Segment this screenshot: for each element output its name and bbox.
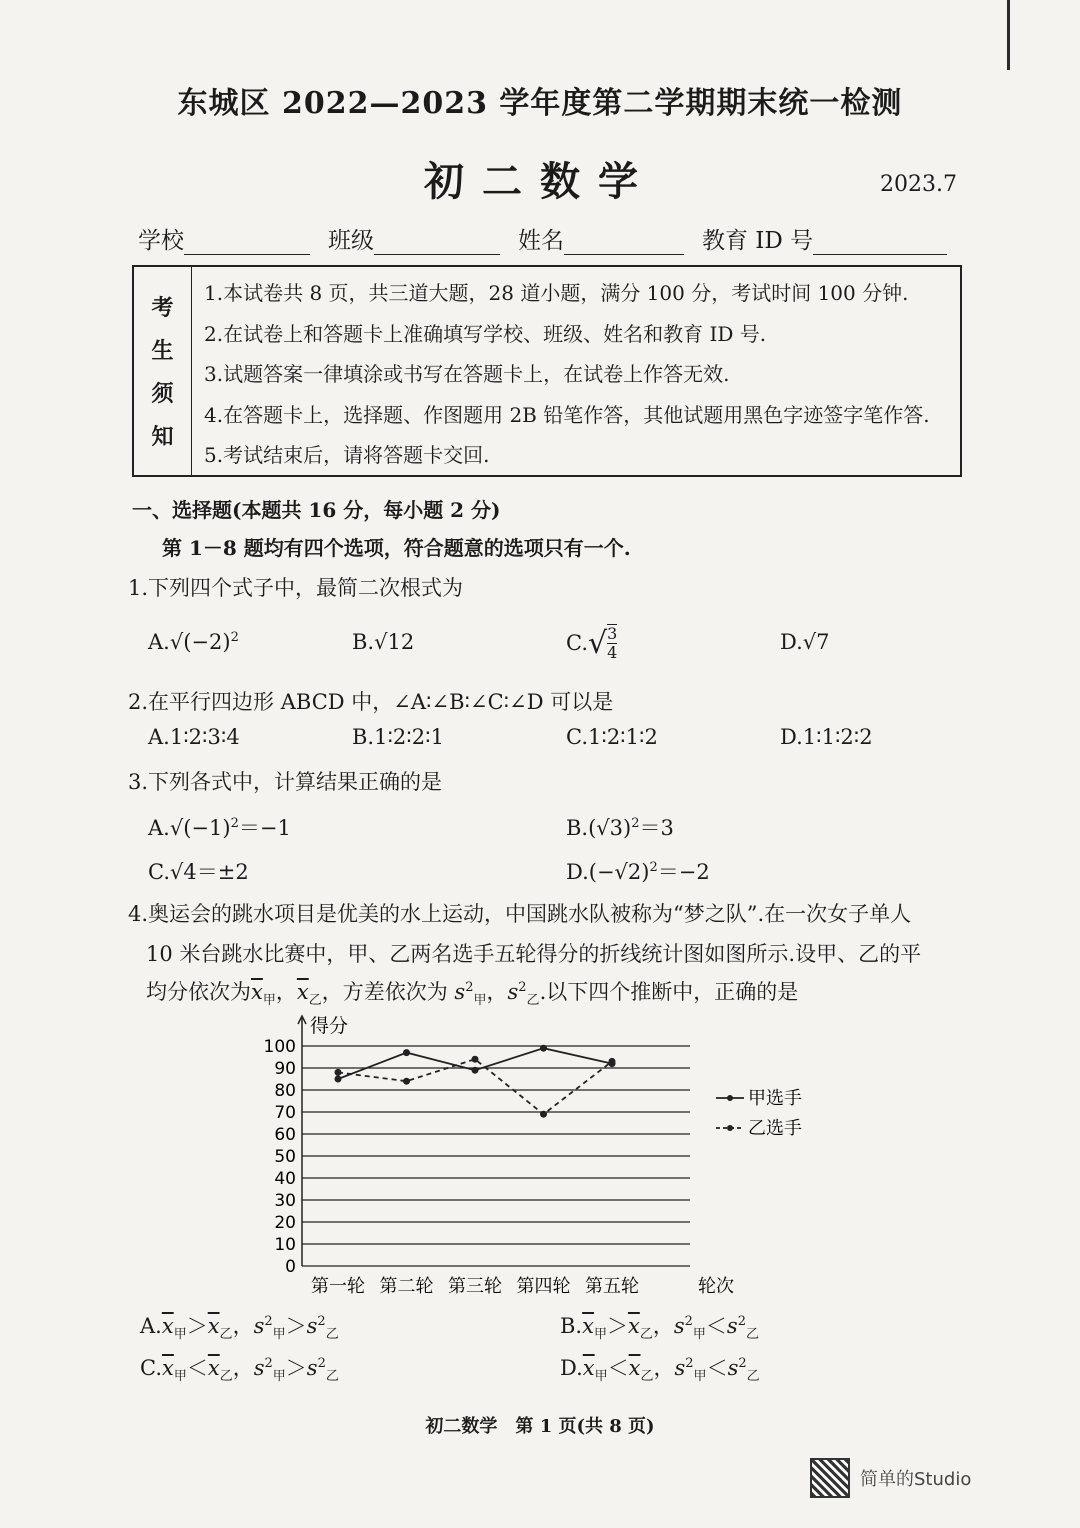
exam-date: 2023.7 [880, 172, 957, 197]
question-1-stem: 1.下列四个式子中，最简二次根式为 [128, 576, 464, 600]
x-axis-label: 轮次 [698, 1276, 734, 1297]
page-footer: 初二数学 第 1 页(共 8 页) [425, 1416, 655, 1437]
q2-option-d[interactable]: D.1∶1∶2∶2 [780, 725, 873, 749]
section-intro: 第 1－8 题均有四个选项，符合题意的选项只有一个. [162, 536, 631, 560]
q4-option-b[interactable]: $B.\overline{x}_甲>\overline{x}_乙$，$s^2_甲<s^2_乙$ [560, 1314, 759, 1343]
legend-label: 乙选手 [748, 1118, 802, 1139]
data-point [472, 1056, 479, 1063]
exam-title: 东城区 2022—2023 学年度第二学期期末统一检测 [177, 86, 903, 121]
q2-option-b[interactable]: B.1∶2∶2∶1 [352, 725, 444, 749]
x-tick-label: 第二轮 [379, 1276, 434, 1297]
q1-option-a[interactable]: $A.√(-2)^2$ [148, 630, 239, 654]
notice-item: 1.本试卷共 8 页，共三道大题，28 道小题，满分 100 分，考试时间 100 分钟. [204, 281, 909, 305]
q3-option-d[interactable]: $D.(-√2)^2=-2$ [566, 860, 710, 884]
q2-option-a[interactable]: A.1∶2∶3∶4 [148, 725, 240, 749]
y-tick-label: 10 [274, 1235, 296, 1255]
question-4-line-3: 均分依次为$\overline{x}_甲$，$\overline{x}_乙$，方差依次为 $s^2_甲$，$s^2_乙$.以下四个推断中，正确的是 [146, 980, 799, 1009]
page-edge-line [1007, 0, 1010, 70]
section-heading: 一、选择题(本题共 16 分，每小题 2 分) [132, 498, 501, 522]
series-line-1 [338, 1048, 612, 1079]
watermark: 简单的Studio [810, 1458, 1050, 1498]
x-tick-label: 第五轮 [585, 1276, 639, 1297]
notice-item: 5.考试结束后，请将答题卡交回. [204, 443, 490, 467]
y-tick-label: 100 [263, 1037, 296, 1057]
subject-title: 初二数学 [424, 158, 656, 205]
class-field[interactable]: 班级 [328, 222, 500, 255]
q3-option-c[interactable]: C.√4＝±2 [148, 860, 249, 884]
question-4-line-1: 4.奥运会的跳水项目是优美的水上运动，中国跳水队被称为“梦之队”.在一次女子单人 [128, 902, 912, 926]
x-tick-label: 第一轮 [311, 1276, 365, 1297]
score-line-chart [260, 1010, 820, 1300]
legend-label: 甲选手 [748, 1088, 802, 1109]
y-tick-label: 40 [274, 1169, 296, 1189]
candidate-notice [132, 265, 962, 477]
y-tick-label: 50 [274, 1147, 296, 1167]
notice-item: 4.在答题卡上，选择题、作图题用 2B 铅笔作答，其他试题用黑色字迹签字笔作答. [204, 402, 930, 427]
y-tick-label: 90 [274, 1059, 296, 1079]
name-field[interactable]: 姓名 [518, 222, 684, 255]
data-point [540, 1111, 547, 1118]
id-field[interactable]: 教育 ID 号 [702, 222, 947, 255]
q4-option-c[interactable]: $C.\overline{x}_甲<\overline{x}_乙$，$s^2_甲>s^2_乙$ [140, 1356, 339, 1385]
y-tick-label: 80 [274, 1081, 296, 1101]
y-tick-label: 0 [285, 1257, 296, 1277]
x-tick-label: 第四轮 [516, 1276, 571, 1297]
x-tick-label: 第三轮 [448, 1276, 502, 1297]
q3-option-a[interactable]: $A.√(-1)^2=-1$ [148, 816, 291, 840]
legend-marker [727, 1095, 733, 1101]
q2-option-c[interactable]: C.1∶2∶1∶2 [566, 725, 658, 749]
y-tick-label: 20 [274, 1213, 296, 1233]
q1-option-d[interactable]: D.√7 [780, 630, 830, 654]
data-point [403, 1078, 410, 1085]
data-point [335, 1076, 342, 1083]
question-3-stem: 3.下列各式中，计算结果正确的是 [128, 770, 443, 794]
notice-item: 3.试题答案一律填涂或书写在答题卡上，在试卷上作答无效. [204, 362, 730, 386]
q4-option-a[interactable]: $A.\overline{x}_甲>\overline{x}_乙$，$s^2_甲>s^2_乙$ [140, 1314, 339, 1343]
legend-marker [727, 1125, 733, 1131]
data-point [609, 1058, 616, 1065]
y-tick-label: 30 [274, 1191, 296, 1211]
q4-option-d[interactable]: $D.\overline{x}_甲<\overline{x}_乙$，$s^2_甲<s^2_乙$ [560, 1356, 760, 1385]
school-field[interactable]: 学校 [138, 222, 310, 255]
data-point [335, 1069, 342, 1076]
notice-list [192, 267, 960, 475]
data-point [403, 1049, 410, 1056]
y-axis-label: 得分 [310, 1015, 349, 1037]
question-4-line-2: 10 米台跳水比赛中，甲、乙两名选手五轮得分的折线统计图如图所示.设甲、乙的平 [146, 942, 922, 966]
notice-heading: 考 生 须 知 [134, 267, 192, 475]
student-info-fields [138, 222, 965, 255]
qr-code-icon [810, 1458, 850, 1498]
question-2-stem: 2.在平行四边形 ABCD 中，∠A∶∠B∶∠C∶∠D 可以是 [128, 690, 614, 714]
q1-option-c[interactable]: C. √ 3 4 [566, 624, 618, 662]
q3-option-b[interactable]: $B.(√3)^2=3$ [566, 816, 674, 840]
notice-item: 2.在试卷上和答题卡上准确填写学校、班级、姓名和教育 ID 号. [204, 321, 767, 346]
q1-option-b[interactable]: B.√12 [352, 630, 415, 654]
y-tick-label: 60 [274, 1125, 296, 1145]
data-point [540, 1045, 547, 1052]
y-tick-label: 70 [274, 1103, 296, 1123]
data-point [472, 1067, 479, 1074]
